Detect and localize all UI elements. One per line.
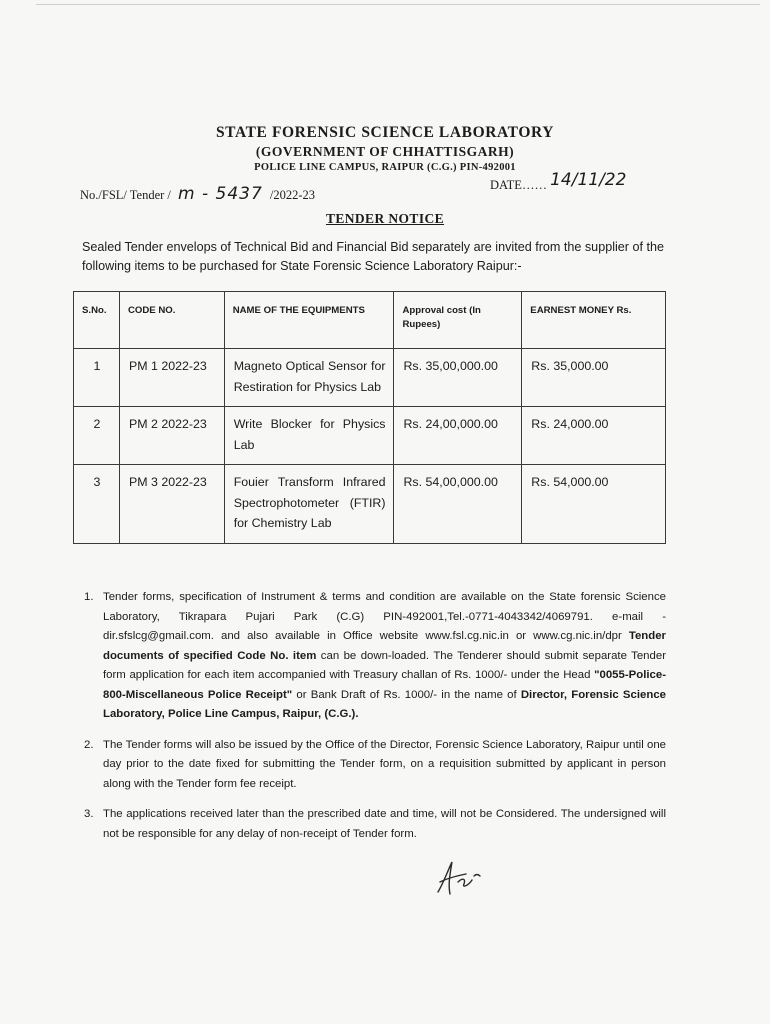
equipment-table (73, 291, 666, 544)
intro-paragraph: Sealed Tender envelops of Technical Bid and Financial Bid separately are invited from the supplier of the following items to be purchased for State Forensic Science Laboratory Raipur:- (82, 240, 664, 273)
header-name: NAME OF THE EQUIPMENTS (224, 292, 394, 349)
list-item (84, 805, 666, 844)
cell-cost: Rs. 54,00,000.00 (394, 465, 522, 544)
item-number: 3. (84, 808, 94, 820)
letterhead (0, 124, 770, 173)
table-row (74, 465, 666, 544)
table-row (74, 407, 666, 465)
term-text: can be down-loaded. The Tenderer should submit separate Tender form application for each item accompanied with Treasury challan of Rs. 1000/- under the Head (103, 649, 666, 681)
reference-number (80, 184, 315, 204)
cell-code: PM 3 2022-23 (119, 465, 224, 544)
item-number: 2. (84, 738, 94, 751)
term-text: or Bank Draft of Rs. 1000/- in the name of (292, 688, 521, 701)
header-earnest: EARNEST MONEY Rs. (522, 292, 666, 349)
header-cost: Approval cost (In Rupees) (394, 292, 522, 349)
cell-cost: Rs. 35,00,000.00 (394, 349, 522, 407)
cell-sno: 2 (74, 407, 120, 465)
date-field (490, 170, 627, 194)
scan-edge-line (36, 4, 760, 5)
cell-name: Fouier Transform Infrared Spectrophotometer (FTIR) for Chemistry Lab (224, 465, 394, 544)
cell-code: PM 2 2022-23 (119, 407, 224, 465)
terms-list (84, 588, 666, 855)
cell-earnest: Rs. 54,000.00 (522, 465, 666, 544)
list-item (84, 736, 666, 795)
org-address: POLICE LINE CAMPUS, RAIPUR (C.G.) PIN-492001 (254, 162, 516, 173)
cell-earnest: Rs. 35,000.00 (522, 349, 666, 407)
term-text: The applications received later than the prescribed date and time, will not be Considered. The undersigned will not be responsible for any delay of non-receipt of Tender form. (103, 808, 666, 840)
term-bold-text: Tender documents of specified Code No. item (103, 630, 666, 662)
header-code: CODE NO. (119, 292, 224, 349)
date-label: DATE…… (490, 178, 547, 192)
table-header-row (74, 292, 666, 349)
cell-cost: Rs. 24,00,000.00 (394, 407, 522, 465)
term-text: Tender forms, specification of Instrument & terms and condition are available on the State forensic Science Laboratory, Tikrapara Pujari Park (C.G) PIN-492001,Tel.-0771-4043342/4069791. e-mail - dir.sfslcg@gmail.com. and also available in Office website www.fsl.cg.nic.in or www.cg.nic.in/dpr (103, 591, 666, 642)
cell-code: PM 1 2022-23 (119, 349, 224, 407)
reference-suffix: /2022-23 (269, 188, 316, 202)
cell-sno: 1 (74, 349, 120, 407)
item-number: 1. (84, 591, 94, 603)
signature (428, 856, 488, 905)
govt-name: (GOVERNMENT OF CHHATTISGARH) (255, 144, 515, 159)
signature-icon (428, 856, 488, 900)
handwritten-date: 14/11/22 (550, 170, 627, 190)
header-sno: S.No. (74, 292, 120, 349)
cell-earnest: Rs. 24,000.00 (522, 407, 666, 465)
cell-sno: 3 (74, 465, 120, 544)
term-bold-text: "0055-Police-800-Miscellaneous Police Receipt" (103, 669, 666, 701)
org-name: STATE FORENSIC SCIENCE LABORATORY (215, 124, 555, 141)
cell-name: Write Blocker for Physics Lab (224, 407, 394, 465)
term-text: The Tender forms will also be issued by the Office of the Director, Forensic Science Laboratory, Raipur until one day prior to the date fixed for submitting the Tender form, on a requisition submitted by applicant in person along with the Tender form fee receipt. (103, 738, 666, 790)
notice-title: TENDER NOTICE (325, 211, 445, 226)
reference-prefix: No./FSL/ Tender / (80, 188, 171, 202)
handwritten-reference: m - 5437 (178, 184, 263, 204)
table-row (74, 349, 666, 407)
list-item (84, 588, 666, 725)
term-bold-text: Director, Forensic Science Laboratory, Police Line Campus, Raipur, (C.G.). (103, 688, 666, 720)
cell-name: Magneto Optical Sensor for Restiration for Physics Lab (224, 349, 394, 407)
